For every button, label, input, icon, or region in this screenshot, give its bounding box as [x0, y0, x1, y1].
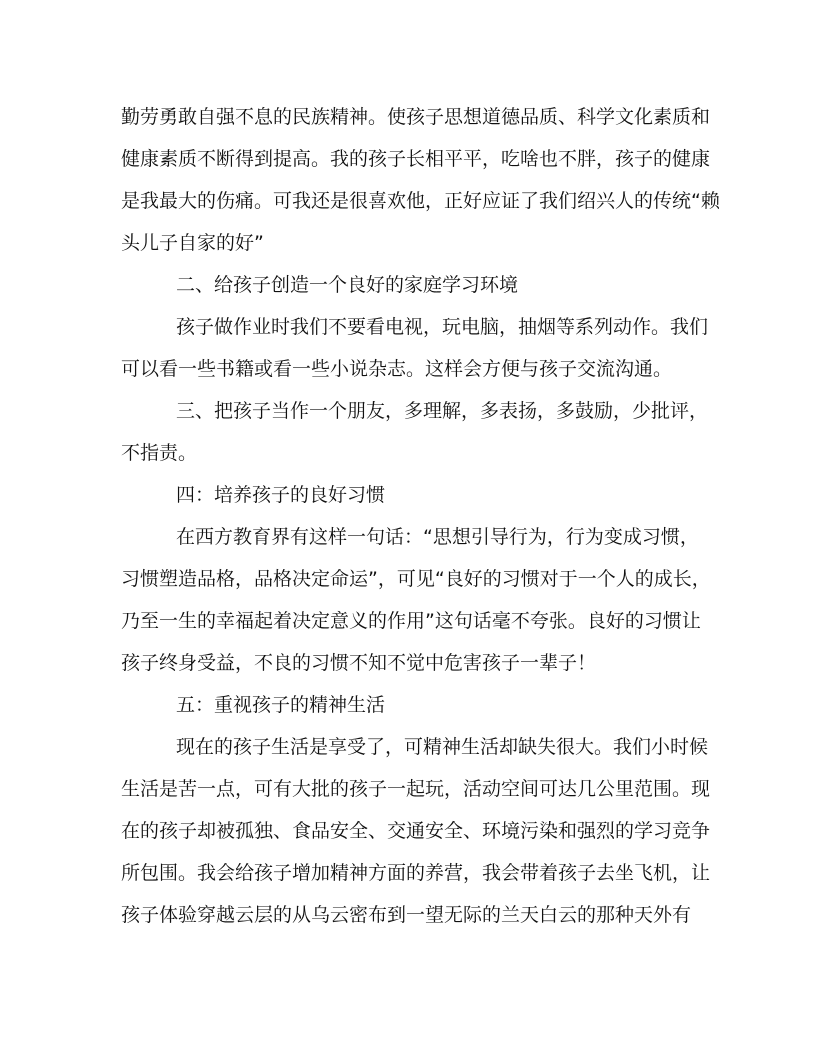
- text-line: 不指责。: [121, 442, 198, 464]
- text-line: 孩子做作业时我们不要看电视，玩电脑，抽烟等系列动作。我们: [176, 316, 709, 338]
- section-heading: 三、把孩子当作一个朋友，多理解，多表扬，多鼓励，少批评，: [176, 400, 709, 422]
- text-line: 头儿子自家的好”: [121, 232, 264, 254]
- text-line: 可以看一些书籍或看一些小说杂志。这样会方便与孩子交流沟通。: [121, 358, 673, 380]
- section-heading: 五：重视孩子的精神生活: [176, 694, 386, 716]
- text-line: 生活是苦一点，可有大批的孩子一起玩，活动空间可达几公里范围。现: [121, 778, 711, 800]
- text-line: 健康素质不断得到提高。我的孩子长相平平，吃啥也不胖，孩子的健康: [121, 148, 711, 170]
- text-line: 孩子体验穿越云层的从乌云密布到一望无际的兰天白云的那种天外有: [121, 904, 692, 926]
- text-line: 在西方教育界有这样一句话：“思想引导行为，行为变成习惯，: [176, 526, 699, 548]
- text-line: 勤劳勇敢自强不息的民族精神。使孩子思想道德品质、科学文化素质和: [121, 106, 711, 128]
- text-line: 乃至一生的幸福起着决定意义的作用”这句话毫不夸张。良好的习惯让: [121, 610, 701, 632]
- text-line: 所包围。我会给孩子增加精神方面的养营，我会带着孩子去坐飞机，让: [121, 862, 711, 884]
- text-line: 孩子终身受益，不良的习惯不知不觉中危害孩子一辈子！: [121, 652, 597, 674]
- text-line: 在的孩子却被孤独、食品安全、交通安全、环境污染和强烈的学习竞争: [121, 820, 711, 842]
- section-heading: 四：培养孩子的良好习惯: [176, 484, 386, 506]
- text-line: 是我最大的伤痛。可我还是很喜欢他，正好应证了我们绍兴人的传统“赖: [121, 190, 720, 212]
- text-line: 习惯塑造品格，品格决定命运”，可见“良好的习惯对于一个人的成长，: [121, 568, 711, 590]
- text-line: 现在的孩子生活是享受了，可精神生活却缺失很大。我们小时候: [176, 736, 709, 758]
- section-heading: 二、给孩子创造一个良好的家庭学习环境: [176, 274, 519, 296]
